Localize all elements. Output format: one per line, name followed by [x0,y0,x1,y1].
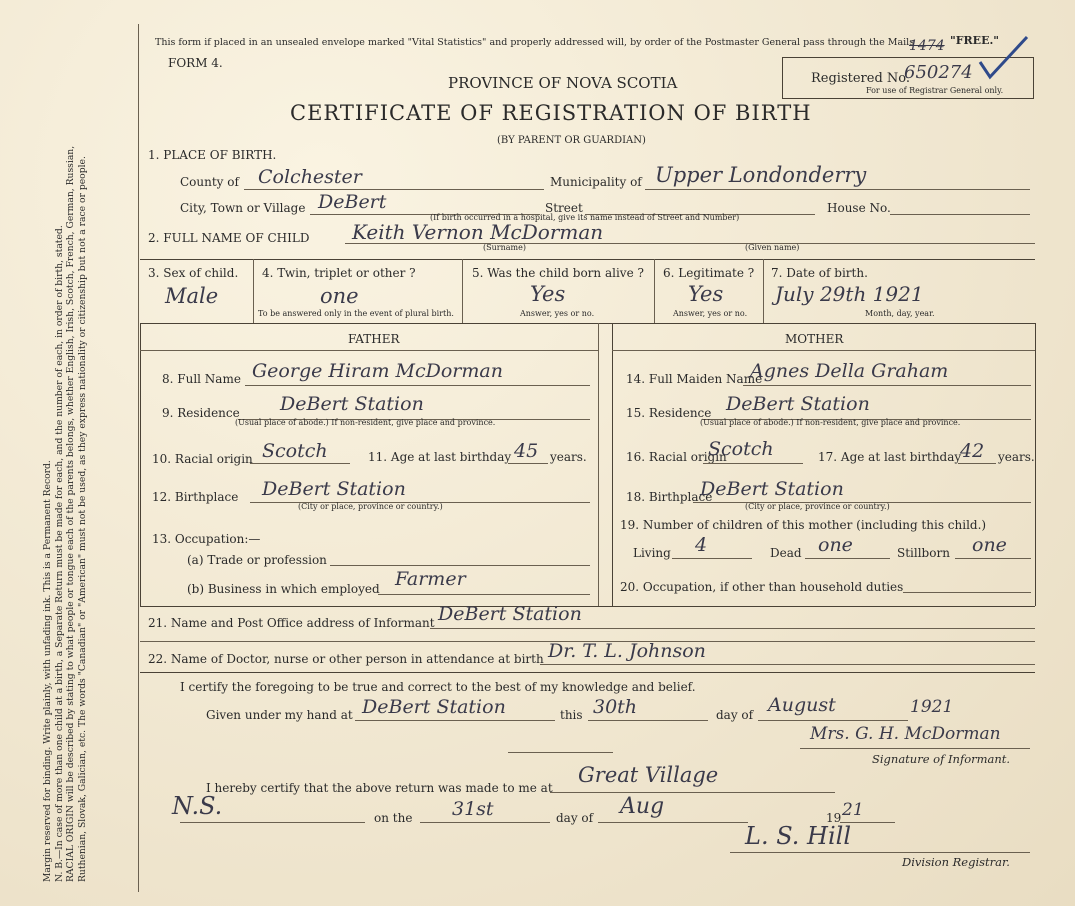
father-name-value: George Hiram McDorman [252,360,503,382]
living-value: 4 [695,534,708,556]
alive-note: Answer, yes or no. [520,309,595,318]
house-label: House No. [827,201,891,215]
doctor-label: 22. Name of Doctor, nurse or other person in attendance at birth [148,652,544,666]
child-name-label: 2. FULL NAME OF CHILD [148,231,310,245]
twin-label: 4. Twin, triplet or other ? [262,266,416,280]
mother-residence-note: (Usual place of abode.) If non-resident, give place and province. [700,418,961,427]
given-dayof-label: day of [716,708,754,722]
children-label: 19. Number of children of this mother (including this child.) [620,518,987,532]
mother-birthplace-label: 18. Birthplace [626,490,713,504]
municipality-value: Upper Londonderry [655,163,867,187]
mother-residence-value: DeBert Station [726,393,870,415]
occupation-label: 13. Occupation:— [152,532,261,546]
city-label: City, Town or Village [180,201,306,215]
mother-birthplace-value: DeBert Station [700,478,844,500]
doctor-value: Dr. T. L. Johnson [548,640,706,662]
given-place-value: DeBert Station [362,696,506,718]
margin-instructions [42,22,88,882]
twin-value: one [320,284,359,308]
father-residence-value: DeBert Station [280,393,424,415]
mother-residence-label: 15. Residence [626,406,712,420]
mail-notice: This form if placed in an unsealed envelope marked "Vital Statistics" and properly addressed will, by order of the Postmaster General pass through the Mails [155,37,915,48]
legitimate-value: Yes [688,282,724,306]
county-line [244,189,544,190]
place-of-birth-label: 1. PLACE OF BIRTH. [148,148,277,162]
father-name-label: 8. Full Name [162,372,241,386]
registered-label: Registered No. [811,71,911,86]
mother-age-value: 42 [960,440,985,462]
row3-top [140,259,1035,260]
mother-years-label: years. [998,450,1035,464]
city-value: DeBert [318,191,387,213]
registrar-place-value: Great Village [578,763,719,787]
twin-note: To be answered only in the event of plural birth. [258,309,454,318]
hospital-note: (If birth occurred in a hospital, give its name instead of Street and Number) [430,213,740,222]
free-label: "FREE." [950,34,1000,47]
this-label: this [560,708,583,722]
margin-line-4: Ruthenian, Slovak, Galician, etc. The words "Canadian" or "American" must not be used, as they express nationality or citizenship but not a race or people. [76,156,88,882]
date-label: 7. Date of birth. [771,266,868,280]
registrar-signature: L. S. Hill [745,822,851,850]
county-value: Colchester [258,166,362,188]
father-residence-note: (Usual place of abode.) If non-resident, give place and province. [235,418,496,427]
certify-statement: I certify the foregoing to be true and correct to the best of my knowledge and belief. [180,680,696,694]
mother-racial-value: Scotch [708,438,774,460]
business-value: Farmer [395,568,466,590]
mother-name-label: 14. Full Maiden Name [626,372,763,386]
mother-name-value: Agnes Della Graham [750,360,949,382]
registered-number: 650274 [904,62,973,83]
alive-value: Yes [530,282,566,306]
county-label: County of [180,175,239,189]
dead-label: Dead [770,546,802,560]
mother-occupation-label: 20. Occupation, if other than household duties [620,580,904,594]
alive-label: 5. Was the child born alive ? [472,266,644,280]
mother-birthplace-note: (City or place, province or country.) [745,502,890,511]
mother-age-label: 17. Age at last birthday [818,450,962,464]
given-day-value: 30th [593,696,638,718]
margin-line-1: Margin reserved for binding. Write plainly, with unfading ink. This is a Permanent Record. [42,460,53,882]
registrar-statement: I hereby certify that the above return was made to me at [206,781,553,795]
father-age-value: 45 [514,440,539,462]
informant-label: 21. Name and Post Office address of Informant [148,616,435,630]
registrar-province-value: N.S. [172,792,223,820]
informant-signature: Mrs. G. H. McDorman [810,724,1001,744]
given-name-note: (Given name) [745,243,800,252]
dead-value: one [818,534,853,556]
row3-bottom [140,323,1035,324]
registrar-day-value: 31st [452,798,494,820]
struck-number: 1474 [909,38,945,54]
date-value: July 29th 1921 [775,282,924,306]
given-month-value: August [768,694,836,716]
registrar-month-value: Aug [620,794,665,819]
informant-value: DeBert Station [438,603,582,625]
street-label: Street [545,201,583,215]
trade-label: (a) Trade or profession [187,553,327,567]
informant-signature-label: Signature of Informant. [872,752,1011,766]
child-name-value: Keith Vernon McDorman [352,220,604,244]
mother-heading: MOTHER [785,332,844,346]
legitimate-note: Answer, yes or no. [673,309,748,318]
registrar-signature-label: Division Registrar. [902,855,1010,869]
province-heading: PROVINCE OF NOVA SCOTIA [448,74,678,92]
father-racial-value: Scotch [262,440,328,462]
margin-line-2: N. B.—In case of more than one child at a birth, a Separate Return must be made for each, and the number of each, in order of birth, stated. [53,225,65,882]
year-prefix-label: 19 [826,811,842,825]
registrar-dayof-label: day of [556,811,594,825]
certificate-subtitle: (BY PARENT OR GUARDIAN) [497,135,646,146]
checkmark-icon [972,32,1032,82]
date-note: Month, day, year. [865,309,935,318]
living-label: Living [633,546,671,560]
registrar-note: For use of Registrar General only. [866,86,1004,95]
sex-label: 3. Sex of child. [148,266,239,280]
municipality-label: Municipality of [550,175,642,189]
father-birthplace-note: (City or place, province or country.) [298,502,443,511]
father-age-label: 11. Age at last birthday [368,450,512,464]
margin-border [138,24,139,892]
father-birthplace-value: DeBert Station [262,478,406,500]
father-years-label: years. [550,450,587,464]
sex-value: Male [165,284,219,308]
surname-note: (Surname) [483,243,526,252]
on-the-label: on the [374,811,413,825]
legitimate-label: 6. Legitimate ? [663,266,755,280]
mother-racial-label: 16. Racial origin [626,450,727,464]
father-residence-label: 9. Residence [162,406,240,420]
given-label: Given under my hand at [206,708,353,722]
father-birthplace-label: 12. Birthplace [152,490,239,504]
father-heading: FATHER [348,332,400,346]
registrar-year-value: 21 [842,800,864,820]
margin-line-3: RACIAL ORIGIN will be described by stating to what people or tongue each of the parents belongs, whether English, Irish, Scotch, French, German, Russian, [65,145,76,882]
form-number: FORM 4. [168,56,223,70]
given-year-value: 1921 [910,697,954,717]
municipality-line [645,189,1030,190]
stillborn-value: one [972,534,1007,556]
father-racial-label: 10. Racial origin [152,452,253,466]
certificate-title: CERTIFICATE OF REGISTRATION OF BIRTH [290,101,812,125]
stillborn-label: Stillborn [897,546,950,560]
house-line [890,214,1030,215]
business-label: (b) Business in which employed [187,582,380,596]
